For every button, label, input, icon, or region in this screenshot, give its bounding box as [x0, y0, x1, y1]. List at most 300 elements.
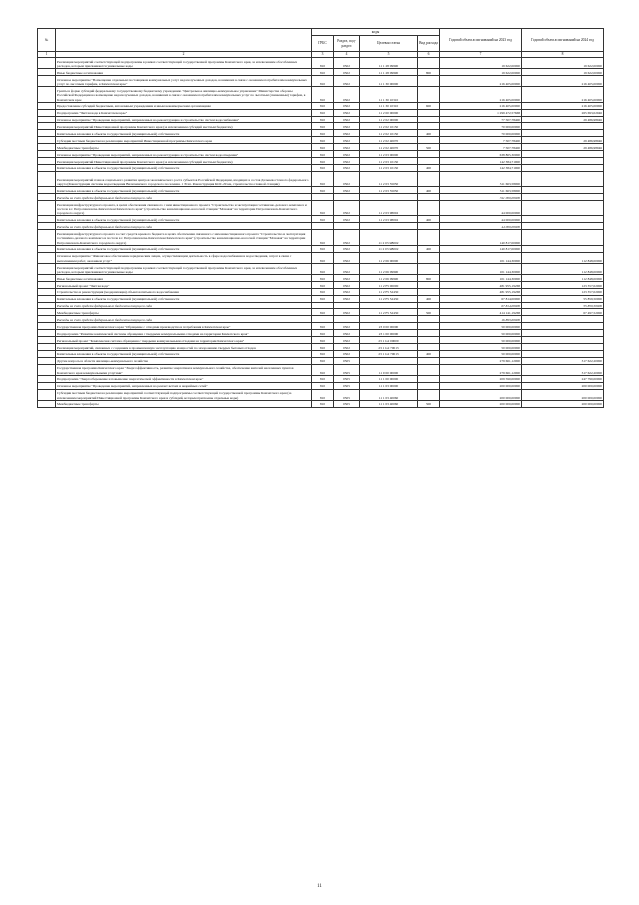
header-codes: коды — [312, 29, 440, 36]
table-row — [38, 357, 604, 364]
table-row — [38, 58, 604, 69]
cell-target: 11 1 30 10310 — [360, 102, 418, 109]
cell-2024 — [522, 130, 604, 137]
cell-2024: 216 405,00000 — [522, 76, 604, 87]
cell-grbs — [312, 316, 334, 323]
cell-2023: 101 144,30000 — [440, 252, 522, 263]
cell-exp-type — [418, 58, 440, 69]
cell-name: Капитальные вложения в объекты государственной (муниципальной) собственности — [56, 295, 312, 302]
cell-2024: 200 000,00000 — [522, 389, 604, 400]
header-2024: Годовой объем ассигнований на 2024 год — [522, 29, 604, 52]
cell-num — [38, 375, 56, 382]
table-row — [38, 350, 604, 357]
cell-target: 23 1 G2 70013 — [360, 350, 418, 357]
cell-2023: 140 817,00000 — [440, 245, 522, 252]
cell-section: 0502 — [334, 323, 360, 330]
cell-target: 11 0 00 00000 — [360, 364, 418, 375]
cell-exp-type: 400 — [418, 164, 440, 171]
cell-name: Основное мероприятие "Возмещение отдельным поставщикам коммунальных услуг недополученных доходов, возникших в связи с оказанием потребителям коммунальных услуг по льготным тарифам, в Камчатском крае" — [56, 76, 312, 87]
cell-name: Субсидии местным бюджетам на реализацию мероприятий соответствующей подпрограммы соответствующей государственной программы Камчатского края (за исключением мероприятий Инвестиционной программы Камчатского края и субсидий, которым присвоены отдельные коды) — [56, 389, 312, 400]
cell-num — [38, 187, 56, 194]
cell-section: 0502 — [334, 151, 360, 158]
cell-section: 0502 — [334, 171, 360, 187]
cell-grbs: 810 — [312, 144, 334, 151]
cell-num — [38, 109, 56, 116]
cell-target: 11 2 03 55050 — [360, 171, 418, 187]
cell-grbs — [312, 223, 334, 230]
cell-grbs: 810 — [312, 76, 334, 87]
cell-name: Гранты в форме субсидий федеральному государственному бюджетному учреждению "Центральное жилищно-коммунальное управление" Министерства обороны Российской Федерации на возмещение недополученных доходов, возникших в связи с оказанием потребителям коммунальных услуг по льготным (сниженным) тарифам, в Камчатском крае — [56, 87, 312, 103]
cell-num — [38, 200, 56, 216]
header-name — [56, 29, 312, 52]
cell-target: 11 1 30 10310 — [360, 87, 418, 103]
cell-exp-type: 400 — [418, 216, 440, 223]
cell-exp-type — [418, 109, 440, 116]
cell-num — [38, 288, 56, 295]
cell-exp-type: 400 — [418, 187, 440, 194]
cell-grbs: 810 — [312, 364, 334, 375]
table-row — [38, 109, 604, 116]
cell-section — [334, 223, 360, 230]
cell-2023: 101 144,30000 — [440, 275, 522, 282]
table-row — [38, 263, 604, 274]
cell-name: Расходы за счет средств федерального бюджета текущего года — [56, 316, 312, 323]
cell-num — [38, 87, 56, 103]
cell-grbs: 810 — [312, 157, 334, 164]
cell-2024: 29 486,98946 — [522, 116, 604, 123]
cell-num — [38, 316, 56, 323]
cell-name: Подпрограмма "Энергосбережение и повышение энергетической эффективности в Камчатском крае" — [56, 375, 312, 382]
cell-exp-type — [418, 281, 440, 288]
cell-num — [38, 350, 56, 357]
cell-num — [38, 69, 56, 76]
cell-exp-type — [418, 343, 440, 350]
cell-section: 0502 — [334, 123, 360, 130]
cell-grbs: 810 — [312, 343, 334, 350]
cell-grbs: 810 — [312, 230, 334, 246]
cell-target: 11 1 03 00000 — [360, 382, 418, 389]
table-row — [38, 123, 604, 130]
cell-grbs: 810 — [312, 102, 334, 109]
cell-name: Капитальные вложения в объекты государственной (муниципальной) собственности — [56, 130, 312, 137]
cell-grbs: 810 — [312, 116, 334, 123]
table-row — [38, 171, 604, 187]
table-row — [38, 316, 604, 323]
table-row — [38, 69, 604, 76]
cell-target: 11 2 03 10130 — [360, 157, 418, 164]
cell-2024: 29 486,98946 — [522, 137, 604, 144]
cell-exp-type — [418, 223, 440, 230]
cell-grbs: 810 — [312, 109, 334, 116]
cell-grbs — [312, 302, 334, 309]
cell-section: 0505 — [334, 389, 360, 400]
table-row — [38, 230, 604, 246]
cell-target: 11 2 06 00000 — [360, 252, 418, 263]
cell-name: Реализация мероприятий соответствующей подпрограммы в рамках соответствующей государственной программы Камчатского края, за исключением обособленных расходов, которым присваиваются уникальные коды — [56, 58, 312, 69]
cell-target: 11 1 03 40060 — [360, 400, 418, 407]
cell-2023: 140 817,00000 — [440, 230, 522, 246]
cell-exp-type: 500 — [418, 144, 440, 151]
cell-2023: 67 814,00000 — [440, 295, 522, 302]
table-header — [38, 29, 604, 58]
cell-name: Капитальные вложения в объекты государственной (муниципальной) собственности — [56, 245, 312, 252]
cell-2023: 216 405,00000 — [440, 102, 522, 109]
table-row — [38, 323, 604, 330]
cell-grbs: 810 — [312, 123, 334, 130]
cell-num — [38, 357, 56, 364]
cell-2023: 638 865,30000 — [440, 151, 522, 158]
table-row — [38, 187, 604, 194]
table-row — [38, 137, 604, 144]
table-row — [38, 102, 604, 109]
cell-section: 0502 — [334, 281, 360, 288]
cell-section: 0502 — [334, 309, 360, 316]
cell-section: 0502 — [334, 216, 360, 223]
cell-target: 11 2 03 Я8002 — [360, 245, 418, 252]
cell-exp-type — [418, 357, 440, 364]
cell-target: 11 2 02 10150 — [360, 130, 418, 137]
cell-target: 11 2 03 Я8002 — [360, 230, 418, 246]
cell-name: Реализация инфраструктурного проекта, в целях обеспечения связанного с ним инвестиционного проекта "Строительство и эксплуатация гостинично-делового комплекса и хостела в г. Петропавловске-Камчатском Камчатского края" (строительство канализационно-насосной станции "Моховая" на территории Петропавловск-Камчатского городского округа) — [56, 200, 312, 216]
cell-2023: 279 661,12000 — [440, 357, 522, 364]
cell-2023: 216 405,00000 — [440, 76, 522, 87]
cell-grbs: 810 — [312, 87, 334, 103]
cell-2023: 311 663,58000 — [440, 187, 522, 194]
cell-section: 0502 — [334, 187, 360, 194]
cell-name: Капитальные вложения в объекты государственной (муниципальной) собственности — [56, 187, 312, 194]
cell-name: Субсидии местным бюджетам на реализацию мероприятий Инвестиционной программы Камчатского края — [56, 137, 312, 144]
cell-target: 23 1 00 00000 — [360, 330, 418, 337]
cell-section: 0502 — [334, 130, 360, 137]
cell-target: 11 2 02 40070 — [360, 137, 418, 144]
cell-section — [334, 316, 360, 323]
cell-2024: 216 405,00000 — [522, 102, 604, 109]
table-row — [38, 245, 604, 252]
cell-section: 0502 — [334, 263, 360, 274]
cell-name: Капитальные вложения в объекты государственной (муниципальной) собственности — [56, 164, 312, 171]
cell-section — [334, 302, 360, 309]
cell-num — [38, 137, 56, 144]
cell-num — [38, 382, 56, 389]
cell-exp-type — [418, 382, 440, 389]
colnum: 8 — [522, 52, 604, 58]
cell-grbs: 810 — [312, 164, 334, 171]
cell-target: 11 2 02 40070 — [360, 144, 418, 151]
cell-2024: 317 622,20000 — [522, 364, 604, 375]
cell-2024 — [522, 200, 604, 216]
cell-section: 0502 — [334, 288, 360, 295]
cell-num — [38, 76, 56, 87]
cell-section: 0502 — [334, 230, 360, 246]
cell-num — [38, 130, 56, 137]
colnum: 1 — [38, 52, 56, 58]
cell-target: 11 2 F5 52430 — [360, 288, 418, 295]
cell-target: 11 2 03 00000 — [360, 151, 418, 158]
cell-exp-type — [418, 123, 440, 130]
cell-section: 0505 — [334, 357, 360, 364]
cell-2024 — [522, 245, 604, 252]
cell-2023: 7 507,78400 — [440, 137, 522, 144]
cell-exp-type — [418, 194, 440, 201]
cell-section: 0502 — [334, 252, 360, 263]
cell-grbs: 810 — [312, 350, 334, 357]
cell-grbs: 810 — [312, 389, 334, 400]
cell-target: 11 2 03 98002 — [360, 200, 418, 216]
table-body — [38, 58, 604, 408]
cell-2024 — [522, 230, 604, 246]
cell-exp-type — [418, 230, 440, 246]
colnum: 3 — [312, 52, 334, 58]
colnum: 2 — [56, 52, 312, 58]
cell-section: 0502 — [334, 330, 360, 337]
cell-exp-type: 600 — [418, 102, 440, 109]
cell-section: 0505 — [334, 375, 360, 382]
cell-exp-type — [418, 323, 440, 330]
cell-num — [38, 252, 56, 263]
cell-2023: 50 000,00000 — [440, 337, 522, 344]
budget-table — [37, 28, 604, 408]
cell-num — [38, 302, 56, 309]
table-row — [38, 87, 604, 103]
cell-2023: 50 000,00000 — [440, 323, 522, 330]
cell-grbs: 810 — [312, 400, 334, 407]
cell-grbs: 810 — [312, 330, 334, 337]
cell-2023: 70 000,00000 — [440, 123, 522, 130]
cell-2023: 77 507,78400 — [440, 116, 522, 123]
cell-target — [360, 316, 418, 323]
cell-num — [38, 123, 56, 130]
cell-2023: 19 622,00000 — [440, 69, 522, 76]
cell-section: 0502 — [334, 295, 360, 302]
table-row — [38, 76, 604, 87]
cell-2024 — [522, 151, 604, 158]
cell-num — [38, 171, 56, 187]
cell-2024 — [522, 157, 604, 164]
cell-target: 11 2 03 55050 — [360, 187, 418, 194]
cell-num — [38, 194, 56, 201]
cell-name: Реализация мероприятий Инвестиционной программы Камчатского края (за исключением субсидий местным бюджетам) — [56, 157, 312, 164]
table-row — [38, 216, 604, 223]
cell-2024 — [522, 343, 604, 350]
cell-name: Подпрограмма "Чистая вода в Камчатском крае" — [56, 109, 312, 116]
cell-exp-type — [418, 151, 440, 158]
table-row — [38, 364, 604, 375]
cell-name: Государственная программа Камчатского края "Обращение с отходами производства и потребления в Камчатском крае" — [56, 323, 312, 330]
cell-section: 0502 — [334, 157, 360, 164]
cell-target — [360, 357, 418, 364]
cell-section: 0502 — [334, 76, 360, 87]
cell-name: Реализация мероприятий Инвестиционной программы Камчатского края (за исключением субсидий местным бюджетам) — [56, 123, 312, 130]
cell-2024 — [522, 187, 604, 194]
cell-2024 — [522, 330, 604, 337]
cell-target: 11 2 03 98002 — [360, 216, 418, 223]
cell-target: 11 1 30 00000 — [360, 76, 418, 87]
cell-name: Межбюджетные трансферты — [56, 400, 312, 407]
table-row — [38, 116, 604, 123]
table-row — [38, 130, 604, 137]
cell-2023: 200 000,00000 — [440, 389, 522, 400]
cell-num — [38, 223, 56, 230]
cell-2024 — [522, 164, 604, 171]
cell-target: 11 2 02 00000 — [360, 116, 418, 123]
cell-exp-type — [418, 375, 440, 382]
table-row — [38, 151, 604, 158]
cell-2024 — [522, 350, 604, 357]
cell-exp-type — [418, 389, 440, 400]
cell-name: Основное мероприятие "Проведение мероприятий, направленных на ремонт ветхих и аварийных сетей" — [56, 382, 312, 389]
cell-exp-type — [418, 263, 440, 274]
cell-grbs: 810 — [312, 295, 334, 302]
cell-2023: 50 000,00000 — [440, 343, 522, 350]
cell-grbs: 810 — [312, 130, 334, 137]
cell-grbs: 810 — [312, 357, 334, 364]
cell-2023: 311 663,58000 — [440, 171, 522, 187]
cell-target — [360, 302, 418, 309]
cell-section: 0502 — [334, 200, 360, 216]
table-row — [38, 375, 604, 382]
cell-exp-type: 500 — [418, 400, 440, 407]
cell-2023: 44 000,00000 — [440, 200, 522, 216]
cell-num — [38, 151, 56, 158]
cell-2023: 44 000,00000 — [440, 216, 522, 223]
cell-name: Реализация мероприятий, связанных с созданием в промышленную эксплуатацию мощностей по захоронению твердых бытовых отходов — [56, 343, 312, 350]
cell-exp-type: 400 — [418, 350, 440, 357]
cell-name: Строительство и реконструкция (модернизация) объектов питьевого водоснабжения — [56, 288, 312, 295]
cell-name: Реализация мероприятий планов социального развития центров экономического роста субъектов Российской Федерации, входящих в состав Дальневосточного федерального округа (Реконструкция системы водоотведения Вилючинского городского поселения. 1 Этап. Реконструкция КОС-29 км, строительство главной станции) — [56, 171, 312, 187]
cell-exp-type — [418, 288, 440, 295]
cell-num — [38, 216, 56, 223]
cell-2024 — [522, 337, 604, 344]
cell-2024: 112 848,00000 — [522, 263, 604, 274]
table-row — [38, 194, 604, 201]
cell-num — [38, 295, 56, 302]
cell-num — [38, 281, 56, 288]
cell-2023: 414 141,19268 — [440, 309, 522, 316]
cell-grbs: 810 — [312, 171, 334, 187]
header-num: № — [38, 29, 56, 52]
cell-grbs: 810 — [312, 252, 334, 263]
cell-grbs: 810 — [312, 187, 334, 194]
cell-section: 0505 — [334, 382, 360, 389]
cell-2023: 19 622,00000 — [440, 58, 522, 69]
cell-2024: 29 486,98946 — [522, 144, 604, 151]
cell-target: 11 2 06 09990 — [360, 263, 418, 274]
cell-section — [334, 194, 360, 201]
header-grbs: ГРБС — [312, 36, 334, 52]
cell-2024: 265 693,02946 — [522, 109, 604, 116]
cell-num — [38, 157, 56, 164]
table-row — [38, 400, 604, 407]
cell-2024 — [522, 323, 604, 330]
header-exp-type: Вид расхода — [418, 36, 440, 52]
table-row — [38, 343, 604, 350]
cell-target: 11 2 03 10130 — [360, 164, 418, 171]
cell-name: Предоставление субсидий бюджетным, автономным учреждениям и иным некоммерческим организациям — [56, 102, 312, 109]
cell-2023: 142 384,71900 — [440, 164, 522, 171]
cell-target: 11 1 03 40060 — [360, 389, 418, 400]
cell-2024: 112 848,00000 — [522, 275, 604, 282]
cell-section: 0505 — [334, 364, 360, 375]
cell-exp-type — [418, 157, 440, 164]
cell-name: Межбюджетные трансферты — [56, 144, 312, 151]
cell-2023: 200 000,00000 — [440, 400, 522, 407]
cell-target: 11 2 F5 00000 — [360, 281, 418, 288]
cell-name: Расходы за счет средств федерального бюджета текущего года — [56, 223, 312, 230]
cell-2024: 216 405,00000 — [522, 87, 604, 103]
cell-exp-type — [418, 76, 440, 87]
cell-exp-type — [418, 316, 440, 323]
table-row — [38, 302, 604, 309]
cell-exp-type: 400 — [418, 245, 440, 252]
cell-exp-type — [418, 87, 440, 103]
cell-section: 0502 — [334, 343, 360, 350]
cell-target: 11 2 06 09990 — [360, 275, 418, 282]
cell-name: Реализация мероприятий соответствующей подпрограммы в рамках соответствующей государственной программы Камчатского края, за исключением обособленных расходов, которым присваиваются уникальные коды — [56, 263, 312, 274]
cell-target: 23 1 G2 00000 — [360, 337, 418, 344]
table-row — [38, 144, 604, 151]
colnum: 6 — [418, 52, 440, 58]
cell-target: 11 2 F5 52430 — [360, 295, 418, 302]
cell-num — [38, 144, 56, 151]
cell-2024: 123 357,02000 — [522, 288, 604, 295]
cell-exp-type: 400 — [418, 130, 440, 137]
cell-num — [38, 337, 56, 344]
cell-2023: 209 590,00000 — [440, 375, 522, 382]
cell-2024: 247 790,00000 — [522, 375, 604, 382]
header-section: Раздел, под-раздел — [334, 36, 360, 52]
cell-name: Подпрограмма "Развитие комплексной системы обращения с твердыми коммунальными отходами на территории Камчатского края" — [56, 330, 312, 337]
cell-grbs: 810 — [312, 58, 334, 69]
cell-grbs: 810 — [312, 375, 334, 382]
cell-2024: 19 622,00000 — [522, 69, 604, 76]
cell-target: 11 2 02 10150 — [360, 123, 418, 130]
cell-name: Межбюджетные трансферты — [56, 309, 312, 316]
cell-exp-type: 800 — [418, 275, 440, 282]
cell-num — [38, 343, 56, 350]
header-target: Целевая статья — [360, 36, 418, 52]
cell-exp-type — [418, 364, 440, 375]
cell-grbs: 810 — [312, 337, 334, 344]
cell-num — [38, 275, 56, 282]
cell-2024 — [522, 194, 604, 201]
cell-section: 0502 — [334, 58, 360, 69]
cell-num — [38, 245, 56, 252]
cell-exp-type: 500 — [418, 309, 440, 316]
cell-2023: 101 144,30000 — [440, 263, 522, 274]
cell-section: 0502 — [334, 275, 360, 282]
colnum: 4 — [334, 52, 360, 58]
header-2023: Годовой объем ассигнований на 2023 год — [440, 29, 522, 52]
table-row — [38, 164, 604, 171]
table-row — [38, 288, 604, 295]
cell-name: Региональный проект "Чистая вода" — [56, 281, 312, 288]
table-row — [38, 223, 604, 230]
cell-section: 0505 — [334, 400, 360, 407]
cell-2023: 1 299 472,57668 — [440, 109, 522, 116]
cell-grbs — [312, 194, 334, 201]
table-row — [38, 281, 604, 288]
cell-2024: 123 357,02000 — [522, 281, 604, 288]
cell-2023: 50 000,00000 — [440, 330, 522, 337]
cell-exp-type — [418, 137, 440, 144]
cell-num — [38, 102, 56, 109]
cell-target: 11 2 00 00000 — [360, 109, 418, 116]
cell-section: 0502 — [334, 109, 360, 116]
cell-2023: 70 000,00000 — [440, 130, 522, 137]
cell-2024 — [522, 171, 604, 187]
cell-name: Реализация инфраструктурного проекта за счет средств краевого бюджета в целях обеспечения связанного с ним инвестиционного проекта "Строительство и эксплуатация гостинично-делового комплекса и хостела в г. Петропавловске-Камчатском Камчатского края" (строительство канализационно-насосной станции "Моховая" на территории Петропавловск-Камчатского городского округа) — [56, 230, 312, 246]
cell-target — [360, 223, 418, 230]
